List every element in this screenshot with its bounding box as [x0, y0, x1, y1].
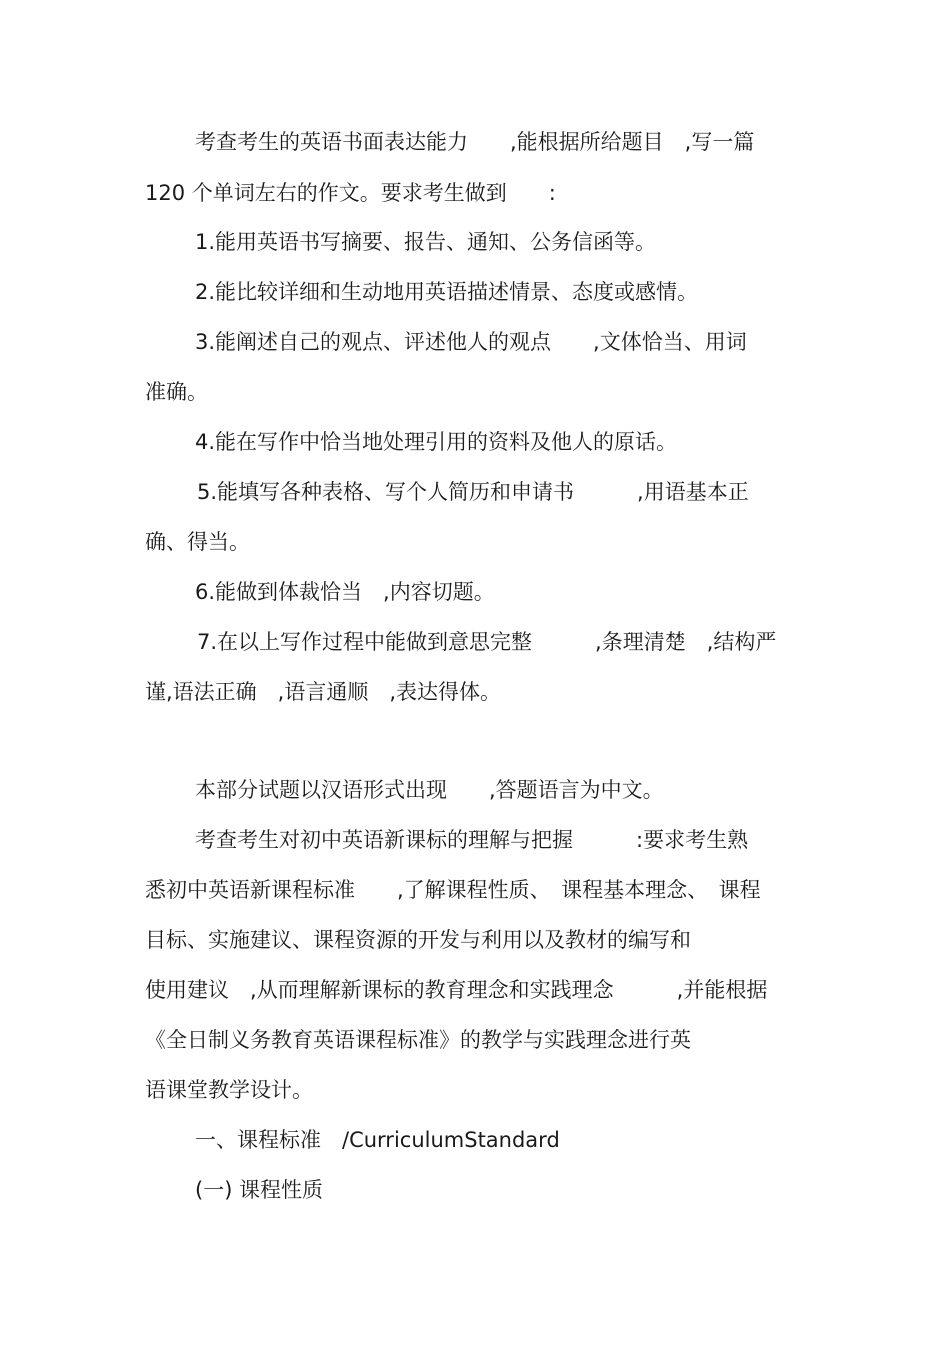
text-line-21: (一) 课程性质: [195, 1178, 324, 1202]
text-line-14: 考查考生对初中英语新课标的理解与把握 :要求考生熟: [195, 828, 749, 852]
text-line-16: 目标、实施建议、课程资源的开发与利用以及教材的编写和: [145, 928, 691, 952]
text-line-9: 确、得当。: [145, 530, 250, 554]
text-line-5: 3.能阐述自己的观点、评述他人的观点 ,文体恰当、用词: [195, 330, 747, 354]
text-line-18: 《全日制义务教育英语课程标准》的教学与实践理念进行英: [145, 1028, 691, 1052]
text-line-2: 120 个单词左右的作文。要求考生做到 :: [145, 181, 556, 205]
text-line-8: 5.能填写各种表格、写个人简历和申请书 ,用语基本正: [197, 480, 749, 504]
text-line-20: 一、课程标准 /CurriculumStandard: [195, 1128, 560, 1152]
text-line-7: 4.能在写作中恰当地处理引用的资料及他人的原话。: [195, 430, 678, 454]
text-line-17: 使用建议 ,从而理解新课标的教育理念和实践理念 ,并能根据: [145, 978, 768, 1002]
text-line-3: 1.能用英语书写摘要、报告、通知、公务信函等。: [195, 230, 657, 254]
text-line-19: 语课堂教学设计。: [145, 1078, 313, 1102]
text-line-1: 考查考生的英语书面表达能力 ,能根据所给题目 ,写一篇: [195, 130, 755, 154]
text-line-15: 悉初中英语新课程标准 ,了解课程性质、 课程基本理念、 课程: [145, 878, 761, 902]
text-line-4: 2.能比较详细和生动地用英语描述情景、态度或感情。: [195, 280, 699, 304]
text-line-12: 谨,语法正确 ,语言通顺 ,表达得体。: [145, 680, 502, 704]
text-line-10: 6.能做到体裁恰当 ,内容切题。: [195, 580, 495, 604]
text-line-13: 本部分试题以汉语形式出现 ,答题语言为中文。: [195, 778, 664, 802]
text-line-11: 7.在以上写作过程中能做到意思完整 ,条理清楚 ,结构严: [197, 630, 777, 654]
text-line-6: 准确。: [145, 380, 208, 404]
